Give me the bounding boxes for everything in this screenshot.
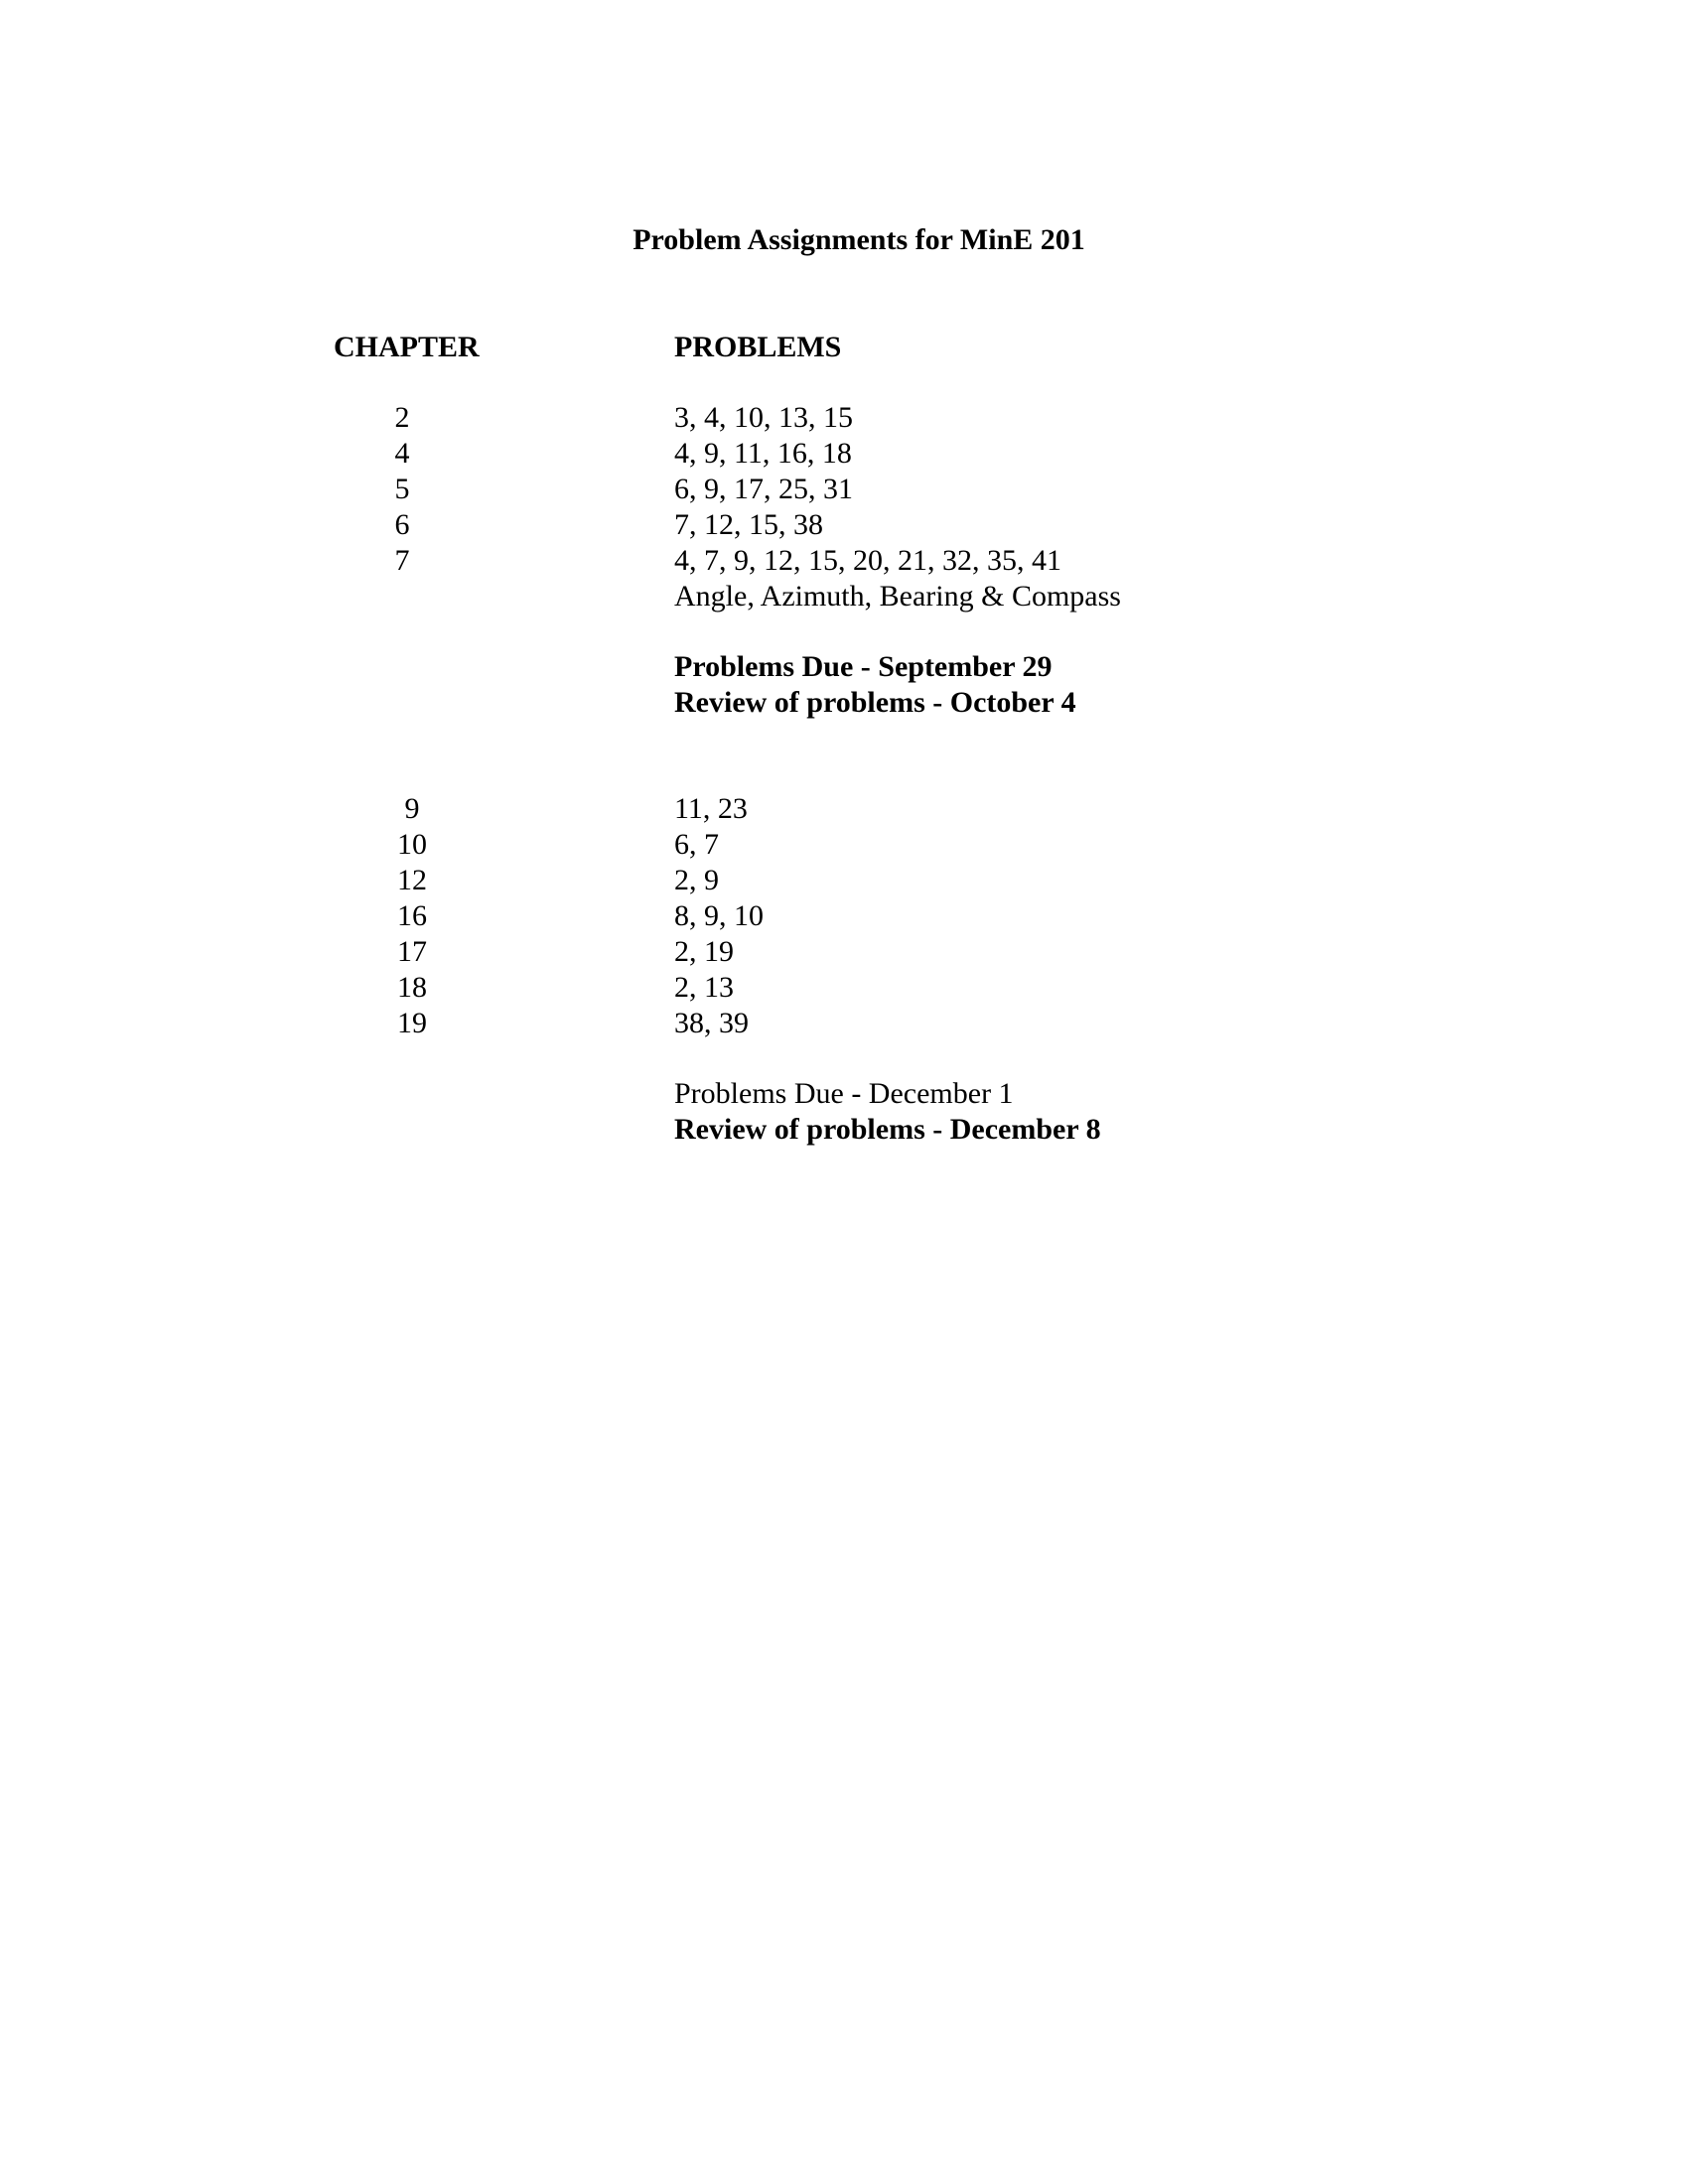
- problem-list: 2, 13: [674, 971, 734, 1004]
- problem-list: 4, 7, 9, 12, 15, 20, 21, 32, 35, 41: [674, 544, 1061, 577]
- extra-topics: Angle, Azimuth, Bearing & Compass: [674, 580, 1121, 613]
- chapter-number: 9: [404, 792, 420, 825]
- chapter-number: 4: [394, 437, 410, 470]
- review-date: Review of problems - December 8: [674, 1113, 1101, 1146]
- problem-list: 11, 23: [674, 792, 748, 825]
- problem-list: 6, 9, 17, 25, 31: [674, 473, 853, 505]
- chapter-number: 19: [397, 1007, 427, 1039]
- due-date: Problems Due - December 1: [674, 1077, 1014, 1110]
- problem-list: 7, 12, 15, 38: [674, 508, 823, 541]
- problem-list: 3, 4, 10, 13, 15: [674, 401, 853, 434]
- problem-list: 2, 19: [674, 935, 734, 968]
- chapter-number: 10: [397, 828, 427, 861]
- chapter-number: 6: [394, 508, 410, 541]
- chapter-number: 16: [397, 899, 427, 932]
- chapter-number: 7: [394, 544, 410, 577]
- page-title: Problem Assignments for MinE 201: [633, 223, 1085, 256]
- problem-list: 4, 9, 11, 16, 18: [674, 437, 852, 470]
- problem-list: 2, 9: [674, 864, 719, 896]
- chapter-column-header: CHAPTER: [334, 331, 480, 363]
- due-date: Problems Due - September 29: [674, 650, 1053, 683]
- problem-list: 8, 9, 10: [674, 899, 764, 932]
- chapter-number: 12: [397, 864, 427, 896]
- chapter-number: 2: [394, 401, 410, 434]
- chapter-number: 5: [394, 473, 410, 505]
- problems-column-header: PROBLEMS: [674, 331, 842, 363]
- problem-list: 38, 39: [674, 1007, 749, 1039]
- chapter-number: 17: [397, 935, 427, 968]
- problem-list: 6, 7: [674, 828, 719, 861]
- chapter-number: 18: [397, 971, 427, 1004]
- review-date: Review of problems - October 4: [674, 686, 1076, 719]
